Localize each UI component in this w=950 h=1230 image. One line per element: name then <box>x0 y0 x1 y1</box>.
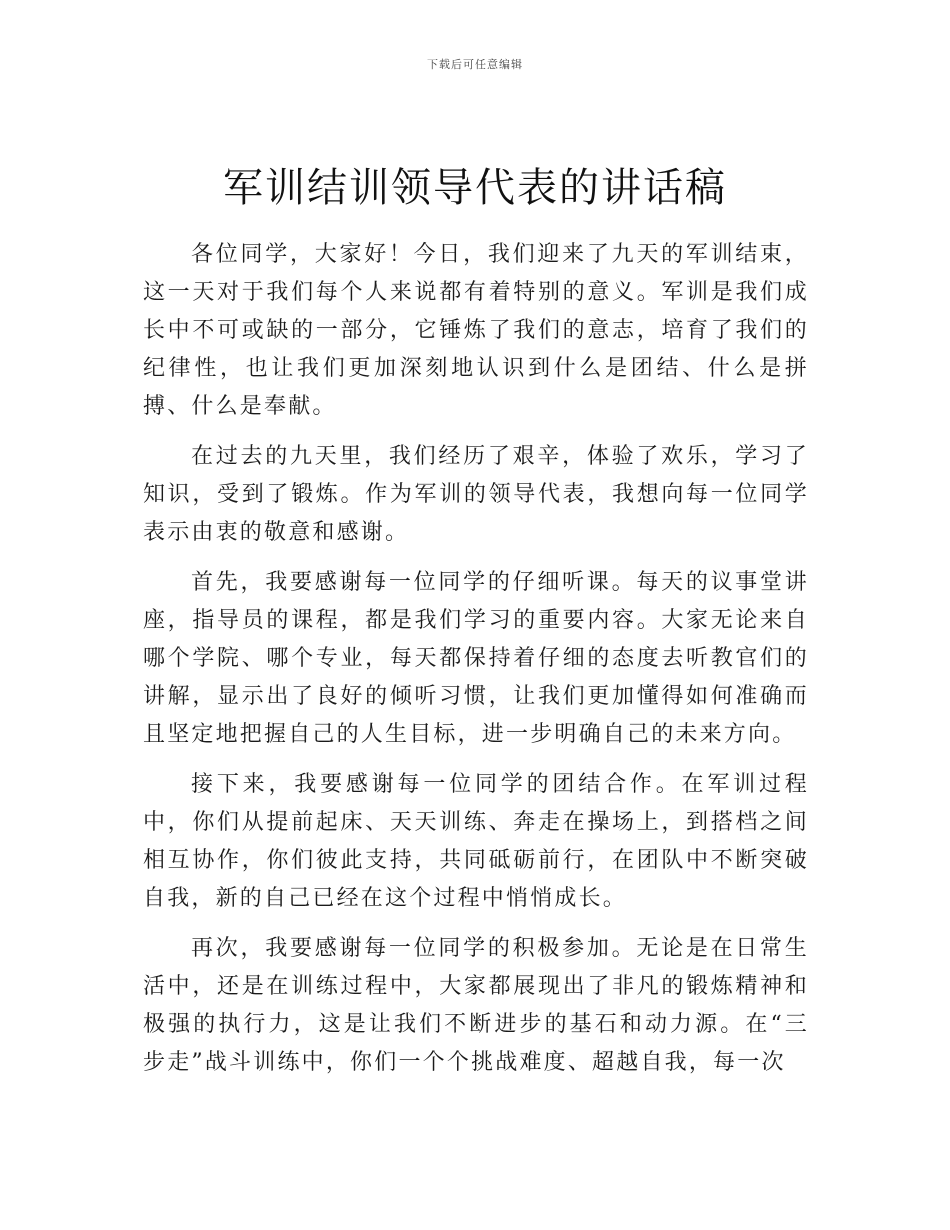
paragraph-past-nine-days: 在过去的九天里，我们经历了艰辛，体验了欢乐，学习了知识，受到了锻炼。作为军训的领导代表，我想向每一位同学表示由衷的敬意和感谢。 <box>143 444 809 545</box>
document-title: 军训结训领导代表的讲话稿 <box>223 165 727 211</box>
paragraph-thanks-listening: 首先，我要感谢每一位同学的仔细听课。每天的议事堂讲座，指导员的课程，都是我们学习的重要内容。大家无论来自哪个学院、哪个专业，每天都保持着仔细的态度去听教官们的讲解，显示出了良好的倾听习惯，让我们更加懂得如何准确而且坚定地把握自己的人生目标，进一步明确自己的未来方向。 <box>143 570 809 747</box>
paragraph-greeting: 各位同学，大家好！今日，我们迎来了九天的军训结束，这一天对于我们每个人来说都有着特别的意义。军训是我们成长中不可或缺的一部分，它锤炼了我们的意志，培育了我们的纪律性，也让我们更加深刻地认识到什么是团结、什么是拼搏、什么是奉献。 <box>143 242 809 419</box>
document-body <box>143 236 809 1094</box>
page-header-note: 下载后可任意编辑 <box>427 58 523 71</box>
paragraph-thanks-participation: 再次，我要感谢每一位同学的积极参加。无论是在日常生活中，还是在训练过程中，大家都展现出了非凡的锻炼精神和极强的执行力，这是让我们不断进步的基石和动力源。在“三步走”战斗训练中，你们一个个挑战难度、超越自我，每一次 <box>143 936 809 1075</box>
paragraph-thanks-teamwork: 接下来，我要感谢每一位同学的团结合作。在军训过程中，你们从提前起床、天天训练、奔走在操场上，到搭档之间相互协作，你们彼此支持，共同砥砺前行，在团队中不断突破自我，新的自己已经在这个过程中悄悄成长。 <box>143 772 809 911</box>
